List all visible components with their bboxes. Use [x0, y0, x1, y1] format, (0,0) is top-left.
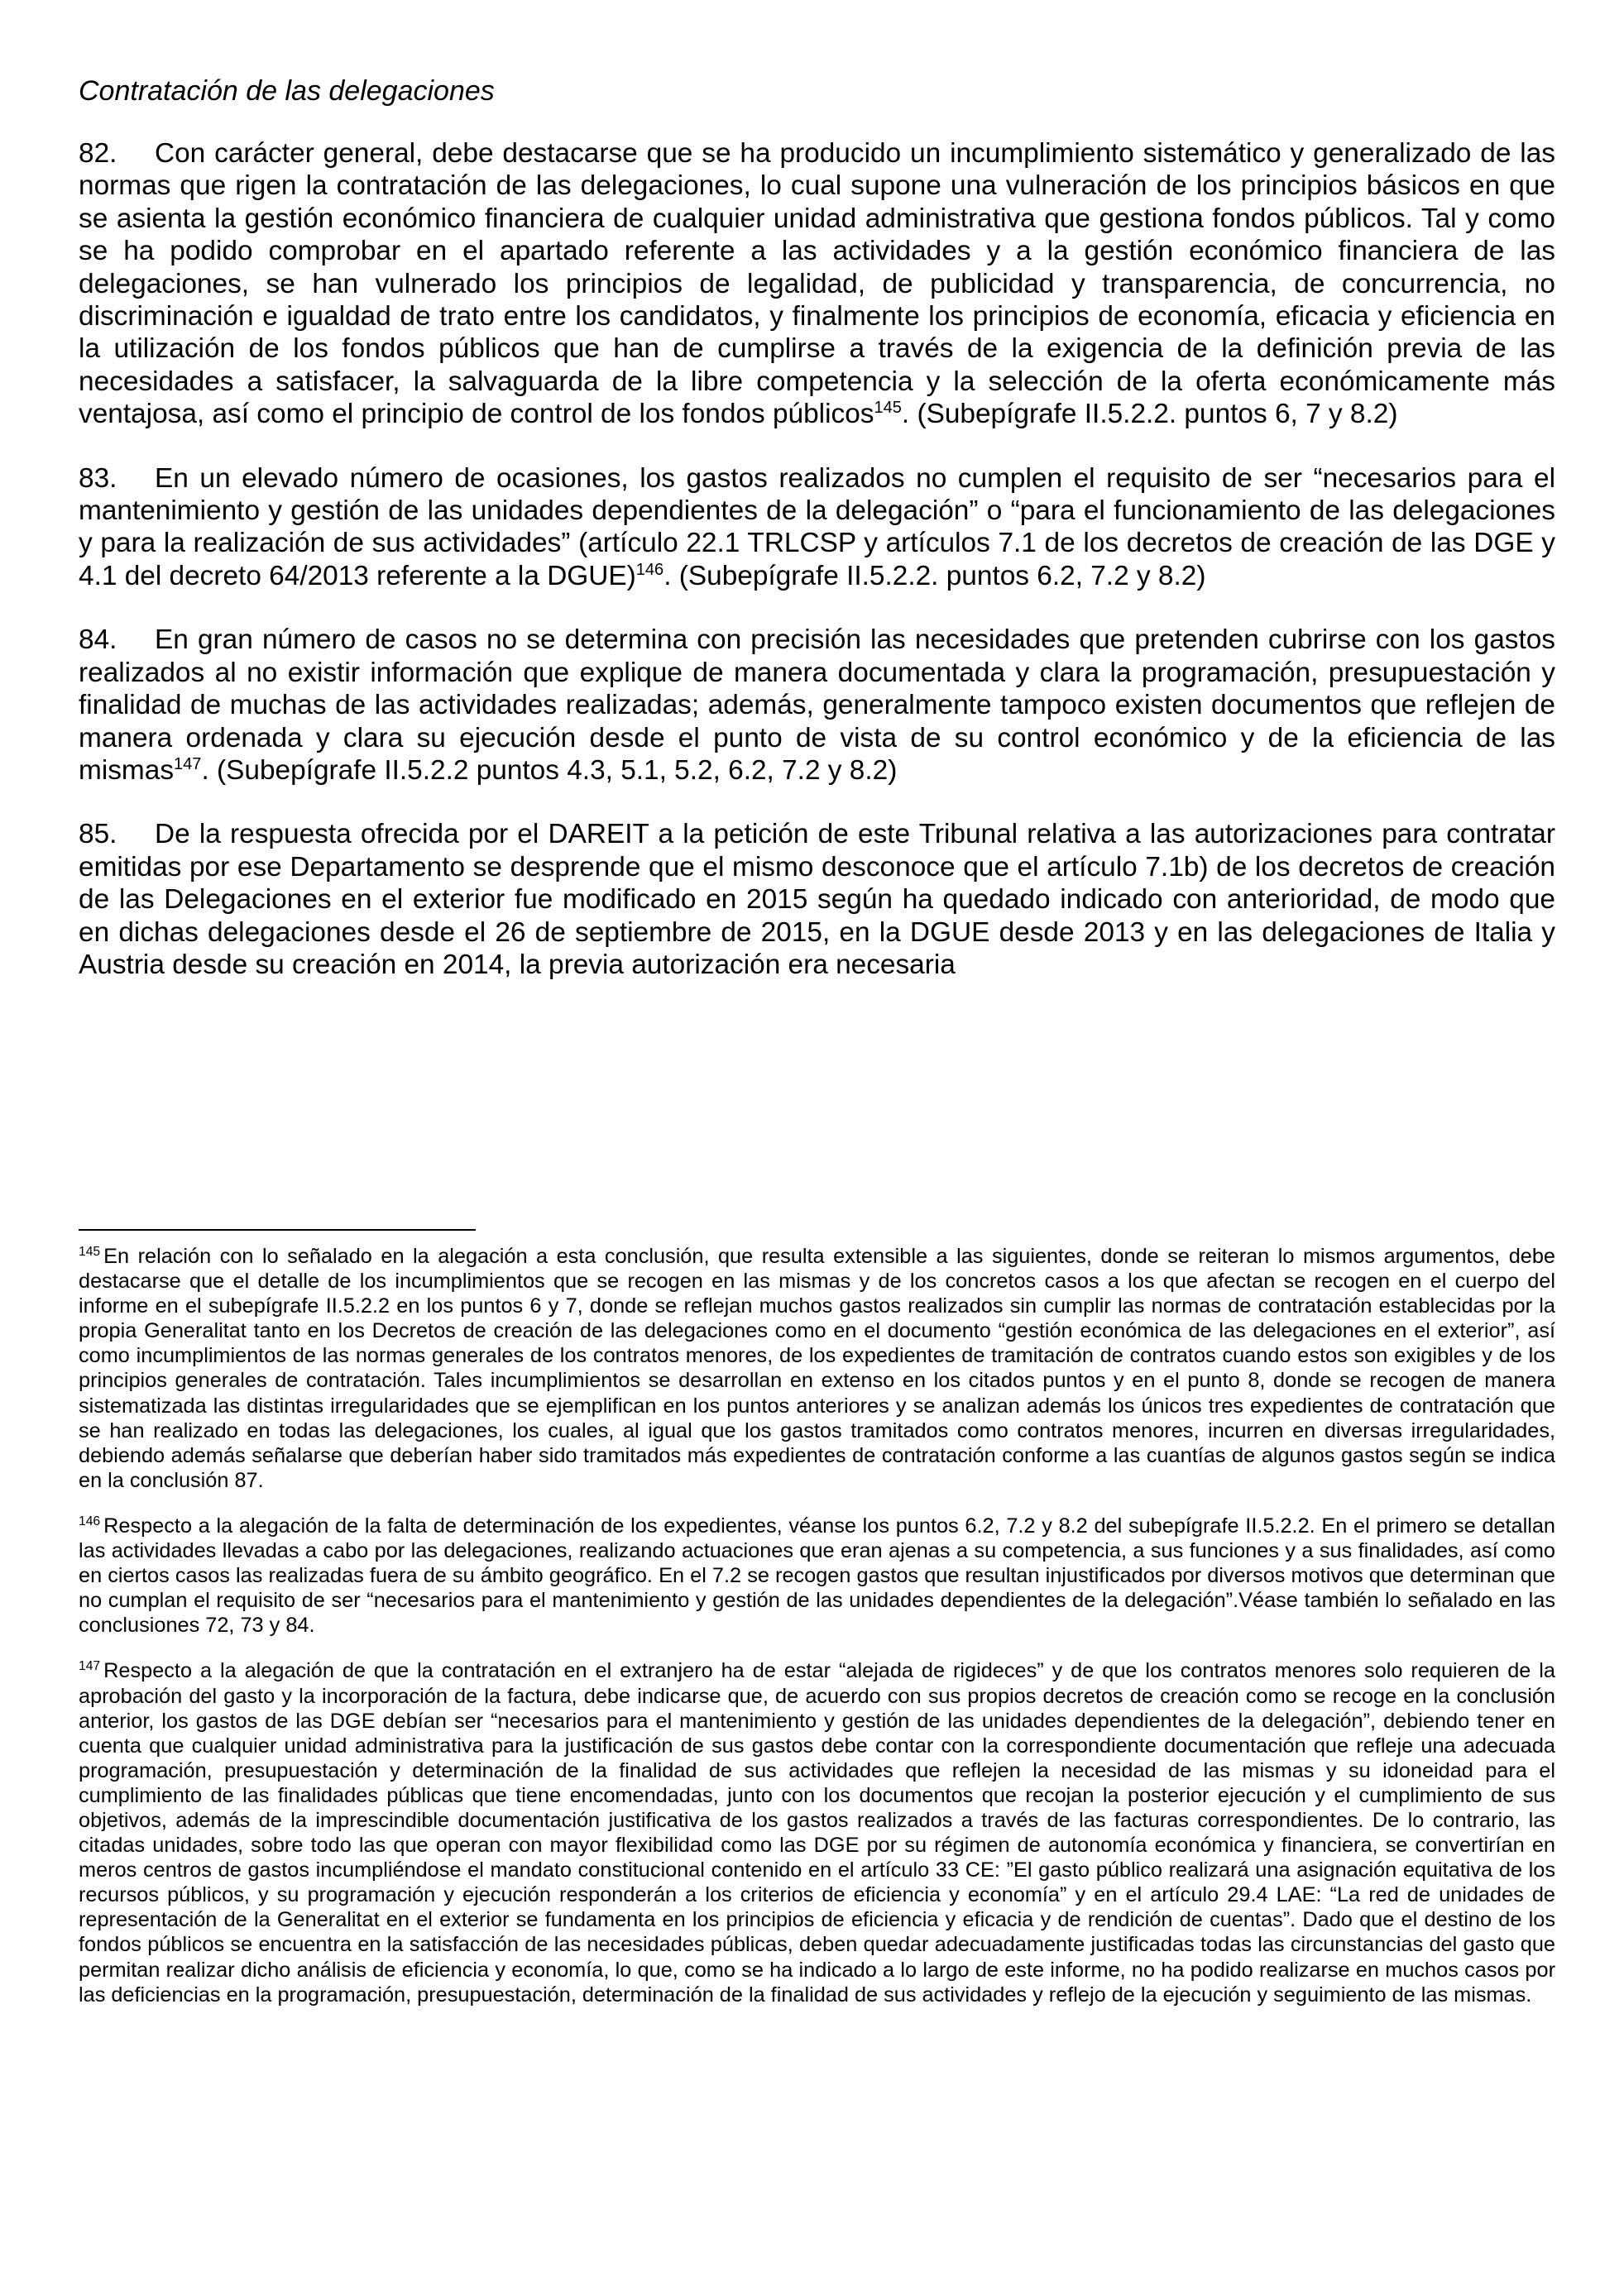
- footnote-number: 146: [79, 1514, 101, 1528]
- footnotes-section: [79, 1229, 1555, 2028]
- paragraph-82: [79, 137, 1555, 431]
- paragraph-text: Con carácter general, debe destacarse que se ha producido un incumplimiento sistemático y generalizado de las normas que rigen la contratación de las delegaciones, lo cual supone una vulneración de los principios básicos en que se asienta la gestión económico financiera de cualquier unidad administrativa que gestiona fondos públicos. Tal y como se ha podido comprobar en el apartado referente a las actividades y a la gestión económico financiera de las delegaciones, se han vulnerado los principios de legalidad, de publicidad y transparencia, de concurrencia, no discriminación e igualdad de trato entre los candidatos, y finalmente los principios de economía, eficacia y eficiencia en la utilización de los fondos públicos que han de cumplirse a través de la exigencia de la definición previa de las necesidades a satisfacer, la salvaguarda de la libre competencia y la selección de la oferta económicamente más ventajosa, así como el principio de control de los fondos públicos: [79, 138, 1555, 430]
- paragraph-text: En un elevado número de ocasiones, los gastos realizados no cumplen el requisito de ser “necesarios para el mantenimiento y gestión de las unidades dependientes de la delegación” o “para el funcionamiento de las delegaciones y para la realización de sus actividades” (artículo 22.1 TRLCSP y artículos 7.1 de los decretos de creación de las DGE y 4.1 del decreto 64/2013 referente a la DGUE): [79, 462, 1555, 591]
- paragraph-number: 82.: [79, 138, 117, 169]
- footnote-reference: 146: [635, 560, 664, 579]
- paragraph-83: [79, 462, 1555, 593]
- document-body: [79, 73, 1555, 1012]
- footnote-text: En relación con lo señalado en la alegación a esta conclusión, que resulta extensible a las siguientes, donde se reiteran lo mismos argumentos, debe destacarse que el detalle de los incumplimientos que se recogen en las mismas y de los concretos casos a los que afectan se recogen en el cuerpo del informe en el subepígrafe II.5.2.2 en los puntos 6 y 7, donde se reflejan muchos gastos realizados sin cumplir las normas de contratación establecidas por la propia Generalitat tanto en los Decretos de creación de las delegaciones como en el documento “gestión económica de las delegaciones en el exterior”, así como incumplimientos de las normas generales de los contratos menores, de los expedientes de tramitación de contratos cuando estos son exigibles y de los principios generales de contratación. Tales incumplimientos se desarrollan en extenso en los citados puntos y en el punto 8, donde se recogen de manera sistematizada las distintas irregularidades que se ejemplifican en los puntos anteriores y se analizan además los únicos tres expedientes de contratación que se han realizado en todas las delegaciones, los cuales, al igual que los gastos tramitados como contratos menores, incurren en diversas irregularidades, debiendo además señalarse que deberían haber sido tramitados más expedientes de contratación conforme a las cuantías de algunos gastos según se indica en la conclusión 87.: [79, 1245, 1555, 1492]
- section-heading: Contratación de las delegaciones: [79, 75, 495, 107]
- footnote-text: Respecto a la alegación de que la contratación en el extranjero ha de estar “alejada de rigideces” y de que los contratos menores solo requieren de la aprobación del gasto y la incorporación de la factura, debe indicarse que, de acuerdo con sus propios decretos de creación como se recoge en la conclusión anterior, los gastos de las DGE debían ser “necesarios para el mantenimiento y gestión de las unidades dependientes de la delegación”, debiendo tener en cuenta que cualquier unidad administrativa para la justificación de sus gastos debe contar con la correspondiente documentación que refleje una adecuada programación, presupuestación y determinación de la finalidad de sus actividades que reflejen la necesidad de las mismas y su idoneidad para el cumplimiento de las finalidades públicas que tiene encomendadas, junto con los documentos que recojan la posterior ejecución y el cumplimiento de sus objetivos, además de la imprescindible documentación justificativa de los gastos realizados a través de las facturas correspondientes. De lo contrario, las citadas unidades, sobre todo las que operan con mayor flexibilidad como las DGE por su régimen de autonomía económica y financiera, se convertirían en meros centros de gastos incumpliéndose el mandato constitucional contenido en el artículo 33 CE: ”El gasto público realizará una asignación equitativa de los recursos públicos, y su programación y ejecución responderán a los criterios de eficiencia y economía” y en el artículo 29.4 LAE: “La red de unidades de representación de la Generalitat en el exterior se fundamenta en los principios de eficiencia y eficacia y de rendición de cuentas”. Dado que el destino de los fondos públicos se encuentra en la satisfacción de las necesidades públicas, deben quedar adecuadamente justificadas todas las circunstancias del gasto que permitan realizar dicho análisis de eficiencia y economía, lo que, como se ha indicado a lo largo de este informe, no ha podido realizarse en muchos casos por las deficiencias en la programación, presupuestación, determinación de la finalidad de sus actividades y reflejo de la ejecución y seguimiento de las mismas.: [79, 1659, 1555, 2007]
- footnote-number: 145: [79, 1244, 101, 1259]
- footnote-text: Respecto a la alegación de la falta de determinación de los expedientes, véanse los puntos 6.2, 7.2 y 8.2 del subepígrafe II.5.2.2. En el primero se detallan las actividades llevadas a cabo por las delegaciones, realizando actuaciones que eran ajenas a su competencia, a sus funciones y a sus finalidades, así como en ciertos casos las realizadas fuera de su ámbito geográfico. En el 7.2 se recogen gastos que resultan injustificados por diversos motivos que determinan que no cumplan el requisito de ser “necesarios para el mantenimiento y gestión de las unidades dependientes de la delegación”.Véase también lo señalado en las conclusiones 72, 73 y 84.: [79, 1514, 1555, 1638]
- paragraph-number: 83.: [79, 462, 117, 494]
- footnote-146: [79, 1514, 1555, 1638]
- footnote-reference: 147: [174, 754, 202, 773]
- footnote-reference: 145: [874, 399, 902, 418]
- paragraph-text: En gran número de casos no se determina con precisión las necesidades que pretenden cubrirse con los gastos realizados al no existir información que explique de manera documentada y clara la programación, presupuestación y finalidad de muchas de las actividades realizadas; además, generalmente tampoco existen documentos que reflejen de manera ordenada y clara su ejecución desde el punto de vista de su control económico y de la eficiencia de las mismas: [79, 624, 1555, 786]
- footnote-separator: [79, 1229, 476, 1231]
- paragraph-85: [79, 818, 1555, 981]
- footnote-147: [79, 1658, 1555, 2007]
- paragraph-number: 85.: [79, 819, 117, 850]
- paragraph-tail: . (Subepígrafe II.5.2.2. puntos 6.2, 7.2 y 8.2): [663, 560, 1206, 591]
- footnote-145: [79, 1244, 1555, 1493]
- paragraph-84: [79, 624, 1555, 787]
- paragraph-tail: . (Subepígrafe II.5.2.2. puntos 6, 7 y 8.2): [901, 399, 1398, 430]
- paragraph-text: De la respuesta ofrecida por el DAREIT a la petición de este Tribunal relativa a las autorizaciones para contratar emitidas por ese Departamento se desprende que el mismo desconoce que el artículo 7.1b) de los decretos de creación de las Delegaciones en el exterior fue modificado en 2015 según ha quedado indicado con anterioridad, de modo que en dichas delegaciones desde el 26 de septiembre de 2015, en la DGUE desde 2013 y en las delegaciones de Italia y Austria desde su creación en 2014, la previa autorización era necesaria: [79, 819, 1555, 980]
- paragraph-tail: . (Subepígrafe II.5.2.2 puntos 4.3, 5.1, 5.2, 6.2, 7.2 y 8.2): [201, 754, 898, 786]
- footnote-number: 147: [79, 1658, 101, 1673]
- paragraph-number: 84.: [79, 624, 117, 656]
